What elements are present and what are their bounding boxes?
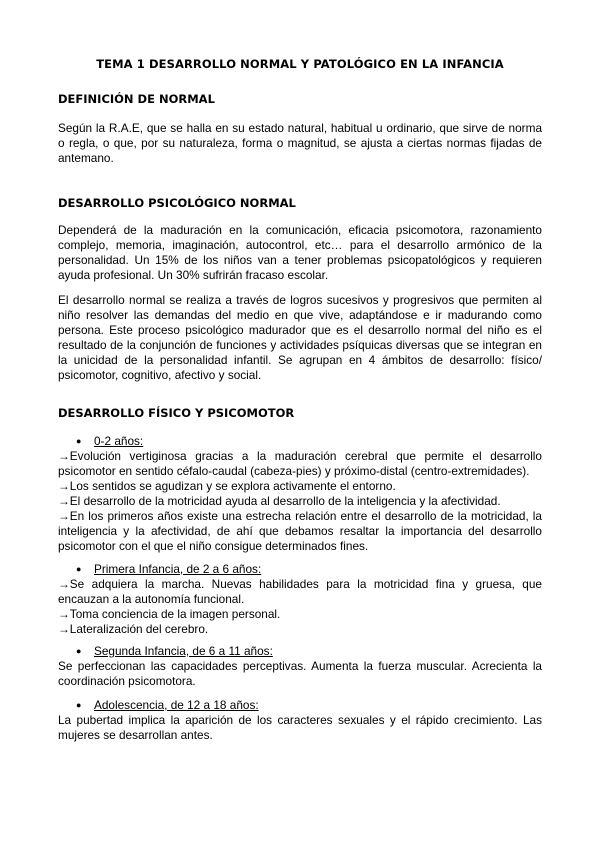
bullet-icon: ● xyxy=(76,646,82,656)
stage-item xyxy=(76,698,259,713)
stage-line: →Los sentidos se agudizan y se explora activamente el entorno. xyxy=(58,479,396,493)
bullet-icon: ● xyxy=(76,700,82,710)
stage-line: La pubertad implica la aparición de los caracteres sexuales y el rápido crecimiento. Las mujeres se desarrollan antes. xyxy=(58,713,542,742)
paragraph-definicion: Según la R.A.E, que se halla en su estado natural, habitual u ordinario, que sirve de norma o regla, o que, por su naturaleza, forma o magnitud, se ajusta a ciertas normas fijadas de antemano. xyxy=(58,121,542,165)
section-heading-fisico: DESARROLLO FÍSICO Y PSICOMOTOR xyxy=(58,406,295,420)
stage-description xyxy=(58,713,542,743)
stage-description xyxy=(58,659,542,689)
paragraph-psicologico-2: El desarrollo normal se realiza a través de logros sucesivos y progresivos que permiten al niño resolver las demandas del medio en que vive, adaptándose e ir madurando como persona. Este proceso psicológico madurador que es el desarrollo normal del niño es el resultado de la conjunción de funciones y actividades psíquicas diversas que se integran en la unicidad de la personalidad infantil. Se agrupan en 4 ámbitos de desarrollo: físico/ psicomotor, cognitivo, afectivo y social. xyxy=(58,293,542,382)
stage-item xyxy=(76,562,261,577)
stage-description xyxy=(58,577,542,637)
stage-label: Segunda Infancia, de 6 a 11 años: xyxy=(94,644,273,658)
stage-line: →Toma conciencia de la imagen personal. xyxy=(58,607,281,621)
bullet-icon: ● xyxy=(76,564,82,574)
stage-line: →Se adquiera la marcha. Nuevas habilidades para la motricidad fina y gruesa, que encauzan a la autonomía funcional. xyxy=(58,577,542,606)
stage-line: →Lateralización del cerebro. xyxy=(58,622,209,636)
stage-item xyxy=(76,644,273,659)
stage-line: →Evolución vertiginosa gracias a la maduración cerebral que permite el desarrollo psicomotor en sentido céfalo-caudal (cabeza-pies) y próximo-distal (centro-extremidades). xyxy=(58,449,542,478)
bullet-icon: ● xyxy=(76,436,82,446)
stage-line: →En los primeros años existe una estrecha relación entre el desarrollo de la motricidad, la inteligencia y la afectividad, de ahí que debamos resaltar la importancia del desarrollo psicomotor con el que el niño consigue determinados fines. xyxy=(58,509,542,553)
stage-label: Adolescencia, de 12 a 18 años: xyxy=(94,698,259,712)
stage-description xyxy=(58,449,542,554)
document-title: TEMA 1 DESARROLLO NORMAL Y PATOLÓGICO EN LA INFANCIA xyxy=(96,57,504,71)
stage-line: Se perfeccionan las capacidades perceptivas. Aumenta la fuerza muscular. Acrecienta la coordinación psicomotora. xyxy=(58,659,542,688)
paragraph-psicologico-1: Dependerá de la maduración en la comunicación, eficacia psicomotora, razonamiento complejo, memoria, imaginación, autocontrol, etc… para el desarrollo armónico de la personalidad. Un 15% de los niños van a tener problemas psicopatológicos y requieren ayuda profesional. Un 30% sufrirán fracaso escolar. xyxy=(58,223,542,282)
stage-label: 0-2 años: xyxy=(94,434,144,448)
stage-label: Primera Infancia, de 2 a 6 años: xyxy=(94,562,262,576)
section-heading-definicion: DEFINICIÓN DE NORMAL xyxy=(58,92,215,106)
stage-line: →El desarrollo de la motricidad ayuda al desarrollo de la inteligencia y la afectividad. xyxy=(58,494,501,508)
section-heading-psicologico: DESARROLLO PSICOLÓGICO NORMAL xyxy=(58,196,296,210)
stage-item xyxy=(76,434,143,449)
